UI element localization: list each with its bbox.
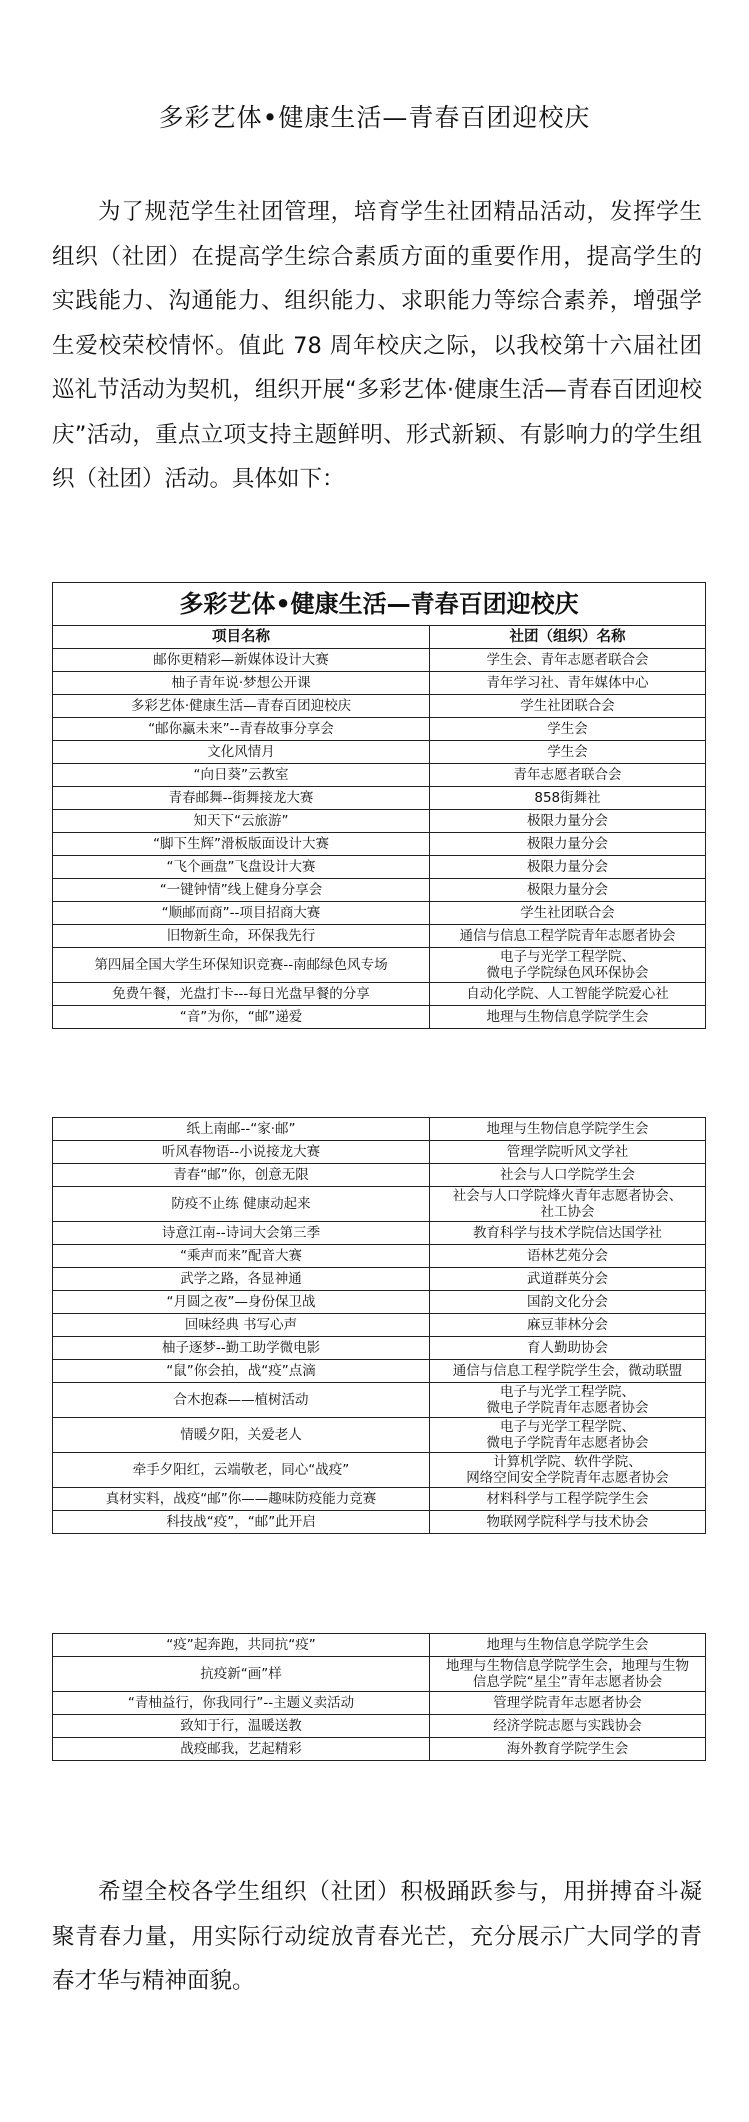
project-name-cell: 牵手夕阳红，云端敬老，同心“战疫” — [53, 1453, 430, 1488]
table-group-1 — [53, 649, 706, 1029]
org-name-cell: 通信与信息工程学院学生会，微动联盟 — [430, 1360, 706, 1383]
table-row — [53, 1738, 706, 1761]
table-row — [53, 879, 706, 902]
table-row — [53, 1006, 706, 1029]
table-row — [53, 1187, 706, 1222]
table-row — [53, 1245, 706, 1268]
org-name-cell: 计算机学院、软件学院、 网络空间安全学院青年志愿者协会 — [430, 1453, 706, 1488]
org-name-cell: 育人勤助协会 — [430, 1337, 706, 1360]
project-name-cell: 战疫邮我，艺起精彩 — [53, 1738, 430, 1761]
project-name-cell: 青春邮舞--街舞接龙大赛 — [53, 787, 430, 810]
project-name-cell: “青柚益行，你我同行”--主题义卖活动 — [53, 1692, 430, 1715]
project-name-cell: “邮你赢未来”--青春故事分享会 — [53, 718, 430, 741]
project-name-cell: 免费午餐，光盘打卡---每日光盘早餐的分享 — [53, 983, 430, 1006]
activity-table-1 — [52, 582, 706, 1029]
table-row — [53, 1511, 706, 1534]
project-name-cell: “脚下生辉”滑板版面设计大赛 — [53, 833, 430, 856]
col-header-project: 项目名称 — [53, 626, 430, 649]
table-row — [53, 741, 706, 764]
project-name-cell: 多彩艺体·健康生活—青春百团迎校庆 — [53, 695, 430, 718]
table-row — [53, 983, 706, 1006]
org-name-cell: 管理学院听风文学社 — [430, 1141, 706, 1164]
table-row — [53, 1657, 706, 1692]
project-name-cell: “月圆之夜”—身份保卫战 — [53, 1291, 430, 1314]
org-name-cell: 语林艺苑分会 — [430, 1245, 706, 1268]
table-row — [53, 1337, 706, 1360]
table-row — [53, 1291, 706, 1314]
table-row — [53, 1360, 706, 1383]
project-name-cell: “疫”起奔跑，共同抗“疫” — [53, 1634, 430, 1657]
table-row — [53, 833, 706, 856]
table-row — [53, 649, 706, 672]
table-row — [53, 1118, 706, 1141]
org-name-cell: 极限力量分会 — [430, 810, 706, 833]
org-name-cell: 电子与光学工程学院、 微电子学院青年志愿者协会 — [430, 1383, 706, 1418]
project-name-cell: “向日葵”云教室 — [53, 764, 430, 787]
project-name-cell: 柚子逐梦--勤工助学微电影 — [53, 1337, 430, 1360]
project-name-cell: 情暖夕阳，关爱老人 — [53, 1418, 430, 1453]
project-name-cell: 回味经典 书写心声 — [53, 1314, 430, 1337]
project-name-cell: “一键钟情”线上健身分享会 — [53, 879, 430, 902]
org-name-cell: 海外教育学院学生会 — [430, 1738, 706, 1761]
org-name-cell: 地理与生物信息学院学生会 — [430, 1634, 706, 1657]
table-row — [53, 1418, 706, 1453]
project-name-cell: “鼠”你会拍，战“疫”点滴 — [53, 1360, 430, 1383]
activity-table-3 — [52, 1633, 706, 1761]
table-row — [53, 1222, 706, 1245]
project-name-cell: 旧物新生命，环保我先行 — [53, 925, 430, 948]
org-name-cell: 自动化学院、人工智能学院爱心社 — [430, 983, 706, 1006]
org-name-cell: 电子与光学工程学院、 微电子学院青年志愿者协会 — [430, 1418, 706, 1453]
org-name-cell: 极限力量分会 — [430, 833, 706, 856]
project-name-cell: 防疫不止练 健康动起来 — [53, 1187, 430, 1222]
project-name-cell: 科技战“疫”，“邮”此开启 — [53, 1511, 430, 1534]
table-group-2 — [53, 1118, 706, 1534]
org-name-cell: 通信与信息工程学院青年志愿者协会 — [430, 925, 706, 948]
org-name-cell: 青年志愿者联合会 — [430, 764, 706, 787]
org-name-cell: 学生社团联合会 — [430, 902, 706, 925]
activity-table-2 — [52, 1117, 706, 1534]
col-header-org: 社团（组织）名称 — [430, 626, 706, 649]
table-row — [53, 787, 706, 810]
table-row — [53, 1453, 706, 1488]
org-name-cell: 青年学习社、青年媒体中心 — [430, 672, 706, 695]
project-name-cell: 听风春物语--小说接龙大赛 — [53, 1141, 430, 1164]
org-name-cell: 社会与人口学院学生会 — [430, 1164, 706, 1187]
table-row — [53, 1141, 706, 1164]
org-name-cell: 学生会 — [430, 718, 706, 741]
org-name-cell: 武道群英分会 — [430, 1268, 706, 1291]
table-row — [53, 764, 706, 787]
table-row — [53, 810, 706, 833]
table-row — [53, 1268, 706, 1291]
project-name-cell: 知天下“云旅游” — [53, 810, 430, 833]
project-name-cell: 第四届全国大学生环保知识竞赛--南邮绿色风专场 — [53, 948, 430, 983]
org-name-cell: 学生社团联合会 — [430, 695, 706, 718]
project-name-cell: 真材实料，战疫“邮”你——趣味防疫能力竞赛 — [53, 1488, 430, 1511]
table-group-3 — [53, 1634, 706, 1761]
table-row — [53, 925, 706, 948]
table-heading: 多彩艺体•健康生活—青春百团迎校庆 — [53, 583, 706, 626]
org-name-cell: 教育科学与技术学院信达国学社 — [430, 1222, 706, 1245]
project-name-cell: “飞个画盘”飞盘设计大赛 — [53, 856, 430, 879]
org-name-cell: 极限力量分会 — [430, 856, 706, 879]
org-name-cell: 电子与光学工程学院、 微电子学院绿色风环保协会 — [430, 948, 706, 983]
org-name-cell: 学生会 — [430, 741, 706, 764]
project-name-cell: 武学之路，各显神通 — [53, 1268, 430, 1291]
org-name-cell: 地理与生物信息学院学生会 — [430, 1118, 706, 1141]
org-name-cell: 材料科学与工程学院学生会 — [430, 1488, 706, 1511]
project-name-cell: 邮你更精彩—新媒体设计大赛 — [53, 649, 430, 672]
project-name-cell: 青春“邮”你，创意无限 — [53, 1164, 430, 1187]
closing-paragraph: 希望全校各学生组织（社团）积极踊跃参与，用拼搏奋斗凝聚青春力量，用实际行动绽放青春光芒，充分展示广大同学的青春才华与精神面貌。 — [52, 1879, 702, 1994]
table-row — [53, 1314, 706, 1337]
org-name-cell: 地理与生物信息学院学生会 — [430, 1006, 706, 1029]
org-name-cell: 经济学院志愿与实践协会 — [430, 1715, 706, 1738]
org-name-cell: 物联网学院科学与技术协会 — [430, 1511, 706, 1534]
table-row — [53, 672, 706, 695]
org-name-cell: 极限力量分会 — [430, 879, 706, 902]
project-name-cell: “顺邮而商”--项目招商大赛 — [53, 902, 430, 925]
org-name-cell: 管理学院青年志愿者协会 — [430, 1692, 706, 1715]
org-name-cell: 地理与生物信息学院学生会，地理与生物 信息学院“星尘”青年志愿者协会 — [430, 1657, 706, 1692]
page-title: 多彩艺体•健康生活—青春百团迎校庆 — [158, 103, 591, 132]
table-row — [53, 1634, 706, 1657]
org-name-cell: 学生会、青年志愿者联合会 — [430, 649, 706, 672]
table-row — [53, 902, 706, 925]
table-row — [53, 1383, 706, 1418]
project-name-cell: 柚子青年说·梦想公开课 — [53, 672, 430, 695]
project-name-cell: 诗意江南--诗词大会第三季 — [53, 1222, 430, 1245]
project-name-cell: 合木抱森——植树活动 — [53, 1383, 430, 1418]
table-row — [53, 718, 706, 741]
org-name-cell: 858街舞社 — [430, 787, 706, 810]
table-row — [53, 948, 706, 983]
table-row — [53, 856, 706, 879]
table-row — [53, 1692, 706, 1715]
table-row — [53, 695, 706, 718]
project-name-cell: “乘声而来”配音大赛 — [53, 1245, 430, 1268]
intro-paragraph: 为了规范学生社团管理，培育学生社团精品活动，发挥学生组织（社团）在提高学生综合素质方面的重要作用，提高学生的实践能力、沟通能力、组织能力、求职能力等综合素养，增强学生爱校荣校情怀。值此 78 周年校庆之际，以我校第十六届社团巡礼节活动为契机，组织开展“多彩艺体·健康生活—青春百团迎校庆”活动，重点立项支持主题鲜明、形式新颖、有影响力的学生组织（社团）活动。具体如下： — [52, 199, 702, 492]
project-name-cell: 致知于行，温暖送教 — [53, 1715, 430, 1738]
project-name-cell: 文化风情月 — [53, 741, 430, 764]
project-name-cell: 抗疫新“画”样 — [53, 1657, 430, 1692]
project-name-cell: “音”为你，“邮”递爱 — [53, 1006, 430, 1029]
table-row — [53, 1715, 706, 1738]
org-name-cell: 麻豆菲林分会 — [430, 1314, 706, 1337]
table-row — [53, 1488, 706, 1511]
org-name-cell: 国韵文化分会 — [430, 1291, 706, 1314]
project-name-cell: 纸上南邮--“家·邮” — [53, 1118, 430, 1141]
table-row — [53, 1164, 706, 1187]
org-name-cell: 社会与人口学院烽火青年志愿者协会、 社工协会 — [430, 1187, 706, 1222]
